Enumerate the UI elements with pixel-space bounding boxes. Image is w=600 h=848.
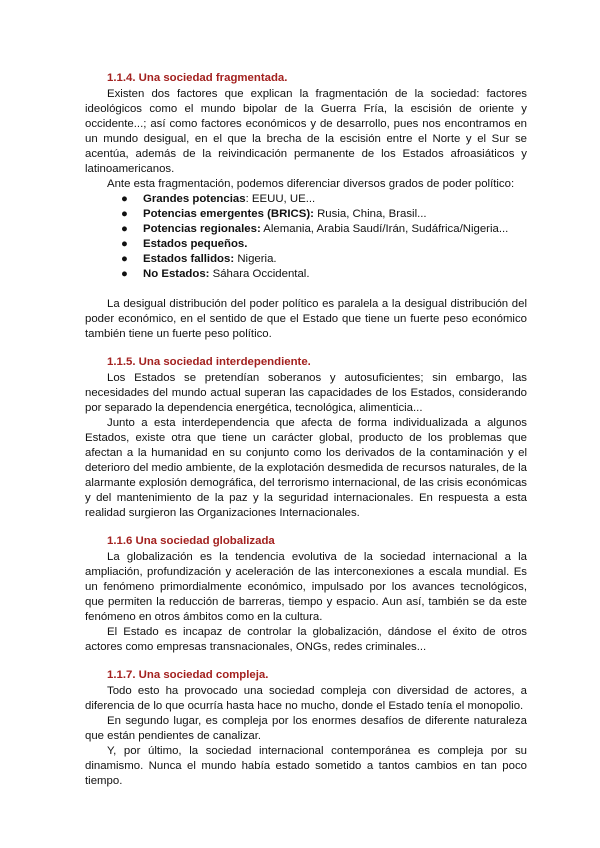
bullet-icon: ●: [121, 193, 128, 205]
list-item-text: EEUU, UE...: [251, 193, 316, 205]
paragraph: La desigual distribución del poder político es paralela a la desigual distribución del poder económico, en el sentido de que el Estado que tiene un fuerte peso económico también tiene un fuerte peso político.: [85, 298, 527, 340]
list-item: ● Grandes potencias: EEUU, UE...: [121, 193, 316, 205]
paragraph: En segundo lugar, es compleja por los enormes desafíos de diferente naturaleza que están pendientes de canalizar.: [85, 715, 527, 742]
list-item-term: No Estados:: [143, 268, 210, 280]
document-body: [85, 71, 527, 789]
paragraph: Ante esta fragmentación, podemos diferenciar diversos grados de poder político:: [107, 178, 515, 190]
paragraph: El Estado es incapaz de controlar la globalización, dándose el éxito de otros actores como empresas transnacionales, ONGs, redes criminales...: [85, 626, 527, 653]
section-heading: 1.1.5. Una sociedad interdependiente.: [107, 356, 311, 368]
paragraph: La globalización es la tendencia evolutiva de la sociedad internacional a la ampliación, profundización y aceleración de las interconexiones a escala mundial. Es un fenómeno primordialmente económico, impulsado por los avances tecnológicos, que permiten la reducción de barreras, tiempo y espacio. Aun así, también se da este fenómeno en otros ámbitos como en la cultura.: [85, 551, 527, 623]
list-item-term: Estados fallidos:: [143, 253, 235, 265]
section-heading: 1.1.4. Una sociedad fragmentada.: [107, 72, 288, 84]
power-levels-list: [85, 192, 527, 282]
list-item-text: Rusia, China, Brasil...: [317, 208, 427, 220]
paragraph: Los Estados se pretendían soberanos y autosuficientes; sin embargo, las necesidades del mundo actual superan las capacidades de los Estados, considerando por separado la dependencia energética, tecnológica, alimenticia...: [85, 372, 527, 414]
list-item-text: Sáhara Occidental.: [212, 268, 310, 280]
section-heading: 1.1.7. Una sociedad compleja.: [107, 669, 269, 681]
list-item-term: Potencias regionales:: [143, 223, 261, 235]
list-item-text: Nigeria.: [237, 253, 277, 265]
paragraph: Y, por último, la sociedad internacional contemporánea es compleja por su dinamismo. Nunca el mundo había estado sometido a tantos cambios en tan poco tiempo.: [85, 745, 527, 787]
list-item-term: Estados pequeños.: [143, 238, 248, 250]
list-item: [121, 222, 527, 237]
list-item-term: Potencias emergentes (BRICS):: [143, 208, 314, 220]
paragraph: Junto a esta interdependencia que afecta de forma individualizada a algunos Estados, existe otra que tiene un carácter global, producto de los problemas que afectan a la humanidad en su conjunto como los derivados de la contaminación y el deterioro del medio ambiente, de la explotación desmedida de recursos naturales, de la alarmante explosión demográfica, del terrorismo internacional, de las crisis económicas y del mantenimiento de la paz y la seguridad internacionales. En respuesta a esta realidad surgieron las Organizaciones Internacionales.: [85, 417, 527, 519]
section-heading: 1.1.6 Una sociedad globalizada: [107, 535, 275, 547]
bullet-icon: ●: [121, 268, 128, 280]
list-item-term: Grandes potencias: [143, 193, 246, 205]
list-item: [121, 252, 527, 267]
paragraph: Todo esto ha provocado una sociedad compleja con diversidad de actores, a diferencia de lo que ocurría hasta hace no mucho, donde el Estado tenía el monopolio.: [85, 685, 527, 712]
bullet-icon: ●: [121, 208, 128, 220]
bullet-icon: ●: [121, 223, 128, 235]
list-item-text: Alemania, Arabia Saudí/Irán, Sudáfrica/Nigeria...: [263, 223, 509, 235]
list-item: [121, 237, 527, 252]
paragraph: Existen dos factores que explican la fragmentación de la sociedad: factores ideológicos como el mundo bipolar de la Guerra Fría, la escisión de oriente y occidente...; así como factores económicos y de desarrollo, pues nos encontramos en un mundo desigual, en el que la brecha de la escisión entre el Norte y el Sur se acentúa, además de la reivindicación permanente de los Estados afroasiáticos y latinoamericanos.: [85, 88, 527, 175]
list-item: [121, 267, 527, 282]
bullet-icon: ●: [121, 238, 128, 250]
bullet-icon: ●: [121, 253, 128, 265]
list-item: [121, 207, 527, 222]
